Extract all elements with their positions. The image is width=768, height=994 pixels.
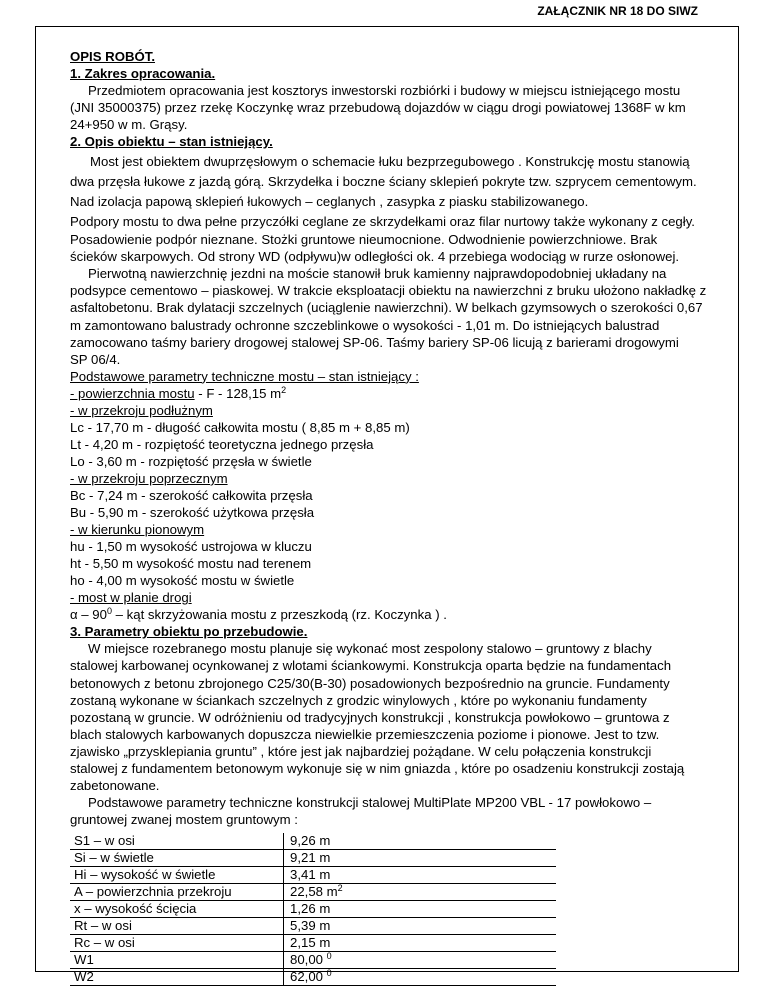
- document-title: OPIS ROBÓT.: [70, 49, 155, 64]
- table-row: [70, 833, 556, 850]
- param-surface: [70, 385, 730, 402]
- table-cell-label: W1: [70, 951, 284, 968]
- table-cell-label: A – powierzchnia przekroju: [70, 883, 284, 900]
- table-row: [70, 849, 556, 866]
- paragraph-line: Pierwotną nawierzchnię jezdni na moście stanowił bruk kamienny najprawdopodobniej układany na: [88, 266, 667, 282]
- value-text: 2,15 m: [290, 934, 331, 950]
- paragraph-line: pozostaną w gruncie. W odróżnieniu od tradycyjnych konstrukcji , konstrukcja powłokowo – gruntowa z: [70, 709, 670, 725]
- paragraph-line: gruntowej zwanej mostem gruntowym :: [70, 811, 298, 827]
- param-ho: ho - 4,00 m wysokość mostu w świetle: [70, 573, 295, 589]
- paragraph-line: Przedmiotem opracowania jest kosztorys inwestorski rozbiórki i budowy w miejscu istniejącego mostu: [88, 83, 681, 99]
- param-bu: Bu - 5,90 m - szerokość użytkowa przęsła: [70, 505, 315, 521]
- paragraph-line: Podstawowe parametry techniczne konstrukcji stalowej MultiPlate MP200 VBL - 17 powłokowo –: [88, 794, 652, 810]
- value-text: 80,00: [290, 951, 327, 967]
- table-cell-value: [284, 833, 557, 850]
- paragraph-line: Posadowienie podpór nieznane. Stożki gruntowe nieumocnione. Odwodnienie powierzchniowe. Brak: [70, 232, 658, 248]
- table-cell-label: Rc – w osi: [70, 934, 284, 951]
- param-alpha-a: α – 90: [70, 607, 107, 623]
- superscript: 2: [281, 384, 287, 395]
- paragraph-line: ścieków skarpowych. Od strony WD (odpływu)w odległości ok. 4 przebiega wodociąg w rurze osłonowej.: [70, 249, 680, 265]
- table-cell-label: Hi – wysokość w świetle: [70, 866, 284, 883]
- value-text: 22,58 m: [290, 883, 338, 899]
- paragraph-line: W miejsce rozebranego mostu planuje się wykonać most zespolony stalowo – gruntowy z blachy: [88, 641, 652, 657]
- document-body: [70, 48, 730, 986]
- table-cell-label: Rt – w osi: [70, 917, 284, 934]
- table-cell-label: S1 – w osi: [70, 833, 284, 850]
- parameters-table-body: [70, 833, 556, 986]
- paragraph-line: blach stalowych karbowanych dopuszcza niewielkie przemieszczenia poziome i pionowe. Jest to tzw.: [70, 726, 660, 742]
- paragraph-line: Most jest obiektem dwuprzęsłowym o schemacie łuku bezprzegubowego . Konstrukcję mostu stanowią: [90, 154, 690, 170]
- paragraph-line: stalowej z fundamentem betonowym wykonuje się w nim gniazda , które po osadzeniu konstrukcji zostają: [70, 760, 685, 776]
- param-alpha-b: – kąt skrzyżowania mostu z przeszkodą (rz. Koczynka ) .: [111, 607, 447, 623]
- superscript: 0: [106, 606, 112, 617]
- paragraph-line: 24+950 w m. Grąsy.: [70, 117, 188, 133]
- paragraph-line: zostaną wykonane w ściankach szczelnych z grodzic winylowych , które po wykonaniu fundamenty: [70, 692, 647, 708]
- table-cell-value: [284, 951, 557, 968]
- paragraph-line: m zamontowano balustrady ochronne szczeblinkowe o wysokości - 1,01 m. Do istniejących balustrad: [70, 317, 660, 333]
- table-cell-value: [284, 900, 557, 917]
- table-row: [70, 900, 556, 917]
- section-3-heading: 3. Parametry obiektu po przebudowie.: [70, 624, 308, 640]
- paragraph-line: (JNI 35000375) przez rzekę Koczynkę wraz przebudową dojazdów w ciągu drogi powiatowej 1368F w km: [70, 100, 686, 116]
- param-ht: ht - 5,50 m wysokość mostu nad terenem: [70, 556, 312, 572]
- superscript: 0: [326, 967, 332, 978]
- param-bc: Bc - 7,24 m - szerokość całkowita przęsła: [70, 487, 313, 503]
- value-text: 3,41 m: [290, 866, 331, 882]
- table-cell-value: [284, 866, 557, 883]
- section-2-heading: 2. Opis obiektu – stan istniejący.: [70, 134, 273, 150]
- table-cell-value: [284, 849, 557, 866]
- paragraph-line: zabetonowane.: [70, 777, 160, 793]
- document-header: ZAŁĄCZNIK NR 18 DO SIWZ: [537, 4, 698, 18]
- param-group-longitudinal: - w przekroju podłużnym: [70, 402, 213, 418]
- value-text: 9,21 m: [290, 849, 331, 865]
- paragraph-line: Nad izolacja papową sklepień łukowych – ceglanych , zasypka z piasku stabilizowanego.: [70, 194, 589, 210]
- paragraph-line: dwa przęsła łukowe z jazdą górą. Skrzydełka i boczne ściany sklepień pokryte tzw. szprycem cementowym.: [70, 174, 697, 190]
- section-1-heading: 1. Zakres opracowania.: [70, 66, 216, 82]
- existing-params-heading: Podstawowe parametry techniczne mostu – stan istniejący :: [70, 368, 419, 384]
- value-text: 5,39 m: [290, 917, 331, 933]
- param-hu: hu - 1,50 m wysokość ustrojowa w kluczu: [70, 539, 312, 555]
- table-row: [70, 883, 556, 900]
- table-row: [70, 866, 556, 883]
- value-text: 62,00: [290, 968, 327, 984]
- paragraph-line: betonowych z betonu zbrojonego C25/30(B-30) posadowionych bezpośrednio na gruncie. Fundamenty: [70, 675, 670, 691]
- param-surface-value: - F - 128,15 m: [194, 385, 282, 401]
- table-row: [70, 968, 556, 985]
- table-cell-value: [284, 917, 557, 934]
- table-cell-value: [284, 934, 557, 951]
- param-surface-label: - powierzchnia mostu: [70, 385, 195, 401]
- table-row: [70, 951, 556, 968]
- value-text: 9,26 m: [290, 832, 331, 848]
- paragraph-line: stalowej karbowanej ocynkowanej z wlotami ściankowymi. Konstrukcja oparta będzie na fundamentach: [70, 658, 672, 674]
- param-lt: Lt - 4,20 m - rozpiętość teoretyczna jednego przęsła: [70, 436, 374, 452]
- table-cell-value: [284, 968, 557, 985]
- paragraph-line: Podpory mostu to dwa pełne przyczółki ceglane ze skrzydełkami oraz filar nurtowy także wykonany z cegły.: [70, 214, 695, 230]
- table-row: [70, 917, 556, 934]
- superscript: 0: [326, 950, 332, 961]
- paragraph-line: zjawisko „przysklepiania gruntu” , które jest jak najbardziej pożądane. W celu połączenia konstrukcji: [70, 743, 652, 759]
- paragraph-line: podsypce cementowo – piaskowej. W trakcie eksploatacji obiektu na nawierzchni z bruku ułożono nakładkę z: [70, 283, 707, 299]
- param-group-plan: - most w planie drogi: [70, 590, 192, 606]
- table-cell-label: Si – w świetle: [70, 849, 284, 866]
- table-cell-label: x – wysokość ścięcia: [70, 900, 284, 917]
- value-text: 1,26 m: [290, 900, 331, 916]
- param-alpha: [70, 606, 730, 623]
- paragraph-line: asfaltobetonu. Brak dylatacji szczelnych (uciąglenie nawierzchni). W belkach gzymsowych o szerokości 0,67: [70, 300, 703, 316]
- param-group-vertical: - w kierunku pionowym: [70, 522, 205, 538]
- superscript: 2: [337, 882, 343, 893]
- paragraph-line: SP 06/4.: [70, 351, 121, 367]
- parameters-table: [70, 833, 556, 986]
- table-row: [70, 934, 556, 951]
- param-lc: Lc - 17,70 m - długość całkowita mostu ( 8,85 m + 8,85 m): [70, 419, 410, 435]
- param-lo: Lo - 3,60 m - rozpiętość przęsła w świetle: [70, 453, 312, 469]
- paragraph-line: zamocowano taśmy bariery drogowej stalowej SP-06. Taśmy bariery SP-06 licują z barierami drogowymi: [70, 334, 679, 350]
- param-group-cross: - w przekroju poprzecznym: [70, 470, 228, 486]
- table-cell-label: W2: [70, 968, 284, 985]
- table-cell-value: [284, 883, 557, 900]
